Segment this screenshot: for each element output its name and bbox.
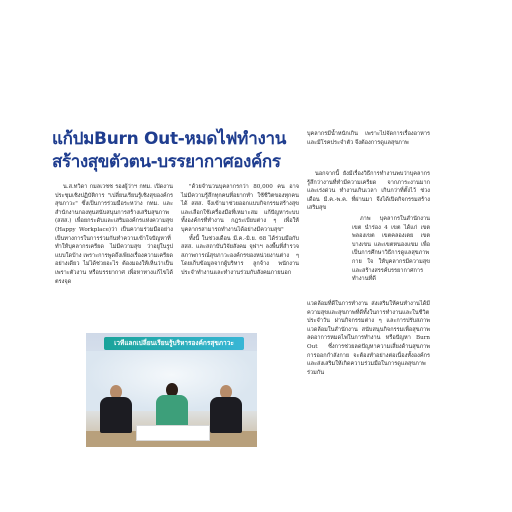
headline-line-2: สร้างสุขตัวตน-บรรยากาศองค์กร — [52, 152, 281, 172]
paragraph: ทั้งนี้ ในช่วงเดือน มี.ค.-มิ.ย. 68 ได้ร่วมมือกับ สสส. และสถาบันวิจัยสังคม จุฬาฯ ลงพื้นที่สำรวจสภาพการณ์สุขภาวะองค์กรของหน่วยงานต่าง ๆ โดยเก็บข้อมูลจากผู้บริหาร ลูกจ้าง พนักงานประจำทำงานและทำงานร่วมกับสังคมภายนอก — [181, 235, 299, 276]
stage-table — [136, 425, 210, 441]
headline-line-1: แก้ปมBurn Out-หมดไฟทำงาน — [52, 129, 287, 149]
paragraph: "ด้วยจำนวนบุคลากรกว่า 80,000 คน อาจไม่มีความรู้สึกทุกคนที่อยากทำ ใช้ชีวิตของทุกคนได้ สสส. จึงเข้ามาช่วยออกแบบกิจกรรมสร้างสุขและเลือกใช้เครื่องมือที่เหมาะสม แก้ปัญหาระบบทั้งองค์กรที่ทำงาน กฎระเบียบต่าง ๆ เพื่อให้บุคลากรสามารถทำงานได้อย่างมีความสุข" — [181, 184, 299, 233]
body-column-3-inset — [352, 215, 430, 284]
paragraph: ภาพ บุคลากรในสำนักงานเขต นำร่อง 4 เขต ได้แก่ เขตพลองเขต เขตคลองเตย เขตบางเขน และเขตหนองแขม เพื่อเป็นการศึกษาวิธีการดูแลสุขภาพกาย ใจ ให้บุคลากรมีความสุข และสร้างสรรค์บรรยากาศการทำงานที่ดี — [352, 216, 430, 283]
paragraph: บุคลากรมีน้ำหนักเกิน เพราะไปจัดการเรื่องอาหาร และมีโรคประจำตัว จึงต้องการดูแลสุขภาพ — [307, 131, 430, 146]
body-column-1 — [55, 183, 173, 286]
body-column-3-bottom — [307, 300, 430, 377]
body-column-2 — [181, 183, 299, 278]
paragraph: นอกจากนี้ ยังมีเรื่องวิธีการทำงานพบว่าบุคลากรรู้สึกว่างานที่ทำมีความเครียด จากภาระงานมาก และเร่งด่วน ทำงานเกินเวลา เกินกว่าที่ตั้งไว้ ช่วงเดือน มี.ค.-พ.ค. ที่ผ่านมา จึงได้เปิดกิจกรรมสร้างเสริมสุข — [307, 171, 430, 212]
event-photo — [86, 333, 257, 447]
stage-banner: เวทีแลกเปลี่ยนเรียนรู้บริหารองค์กรสุขภาวะ — [104, 337, 244, 350]
paragraph: น.ส.ทวิดา กมลเวชช รองผู้ว่าฯ กทม. เปิดงานประชุมเชิงปฏิบัติการ "เปลี่ยนเรียนรู้เชิงสุของค์กรสุขภาวะ" ซึ่งเป็นการร่วมมือระหว่าง กทม. และสำนักงานกองทุนสนับสนุนการสร้างเสริมสุขภาพ (สสส.) เพื่อยกระดับและเสริมองค์กรแห่งความสุข (Happy Workplace)ว่า เป็นความร่วมมืออย่างเป็นทางการในการร่วมกันทำความเข้าใจปัญหาที่ทำให้บุคลากรเครียด ไม่มีความสุข ว่าอยู่ในรูปแบบใดบ้าง เพราะการพูดถึงเพียงเรื่องความเครียดอย่างเดียว ไม่ได้ช่วยอะไร ต้องมองให้เห็นว่าเป็นเพราะตัวงาน หรือบรรยากาศ เพื่อหาทางแก้ไขได้ตรงจุด — [55, 184, 173, 285]
body-column-3-top — [307, 130, 430, 147]
paragraph: แวดล้อมที่ดีในการทำงาน ส่งเสริมให้คนทำงานได้มีความสุขและสุขภาพที่ดีทั้งในการทำงานและในชีวิตประจำวัน ผ่านกิจกรรมต่าง ๆ และการปรับสภาพแวดล้อมในสำนักงาน สนับสนุนกิจกรรมเพื่อสุขภาพ ลดอาการหมดไฟในการทำงาน หรือปัญหา Burn Out ซึ่งการช่วยลดปัญหาความเสี่ยงด้านสุขภาพ การออกกำลังกาย จะต้องทำอย่างต่อเนื่องทั้งองค์กร และส่งเสริมให้เกิดความร่วมมือในการดูแลสุขภาพร่วมกัน — [307, 301, 430, 376]
body-column-3-mid — [307, 170, 430, 213]
